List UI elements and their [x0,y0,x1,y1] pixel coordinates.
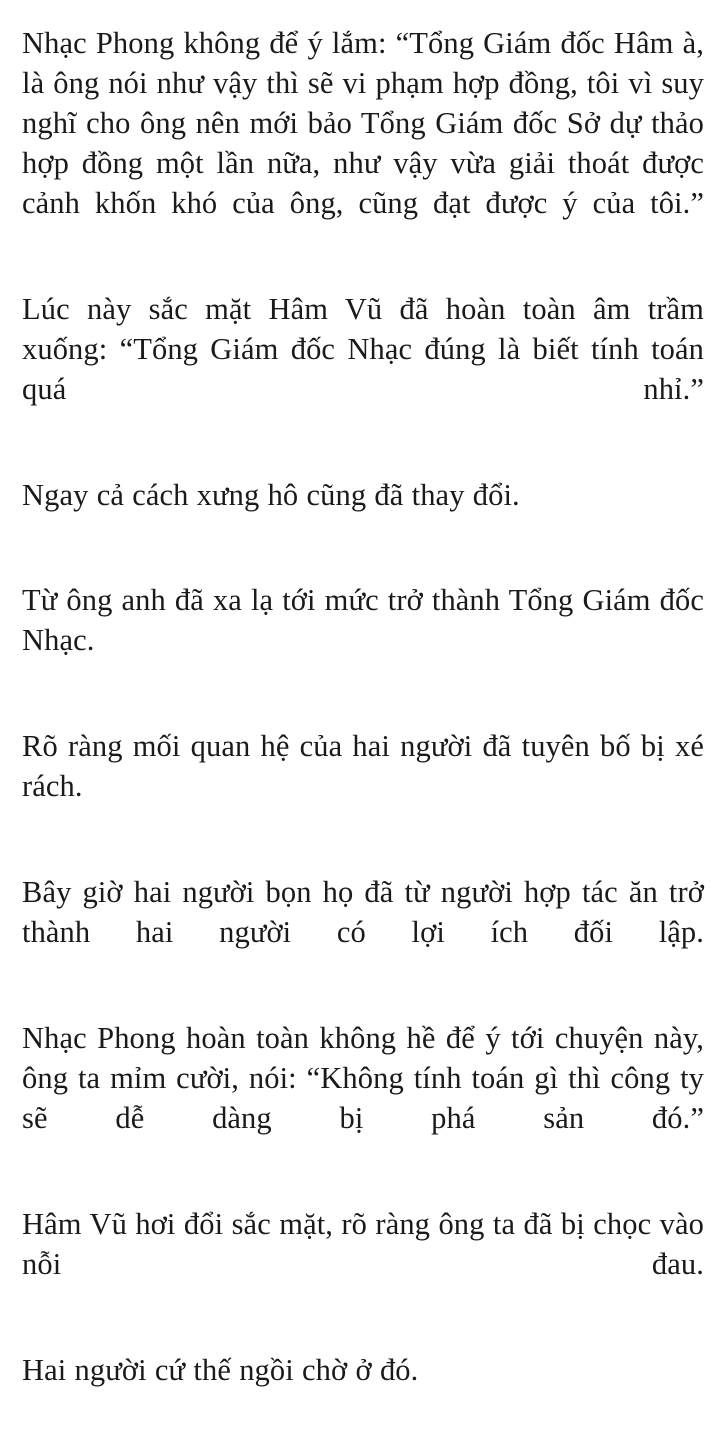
paragraph: Rõ ràng mối quan hệ của hai người đã tuyên bố bị xé rách. [22,729,704,804]
paragraph: Nhạc Phong hoàn toàn không hề để ý tới chuyện này, ông ta mỉm cười, nói: “Không tính toán gì thì công ty sẽ dễ dàng bị phá sản đó.” [22,1021,704,1135]
paragraph: Ngay cả cách xưng hô cũng đã thay đổi. [22,477,520,512]
paragraph: Nhạc Phong không để ý lắm: “Tổng Giám đốc Hâm à, là ông nói như vậy thì sẽ vi phạm hợp đồng, tôi vì suy nghĩ cho ông nên mới bảo Tổng Giám đốc Sở dự thảo hợp đồng một lần nữa, như vậy vừa giải thoát được cảnh khốn khó của ông, cũng đạt được ý của tôi.” [22,26,704,220]
paragraph: Hai người cứ thế ngồi chờ ở đó. [22,1352,419,1387]
paragraph: Bây giờ hai người bọn họ đã từ người hợp tác ăn trở thành hai người có lợi ích đối lập. [22,875,704,950]
paragraph: Từ ông anh đã xa lạ tới mức trở thành Tổng Giám đốc Nhạc. [22,583,704,658]
paragraph: Lúc này sắc mặt Hâm Vũ đã hoàn toàn âm trầm xuống: “Tổng Giám đốc Nhạc đúng là biết tính toán quá nhỉ.” [22,291,704,406]
paragraph: Hâm Vũ hơi đổi sắc mặt, rõ ràng ông ta đã bị chọc vào nỗi đau. [22,1206,704,1281]
